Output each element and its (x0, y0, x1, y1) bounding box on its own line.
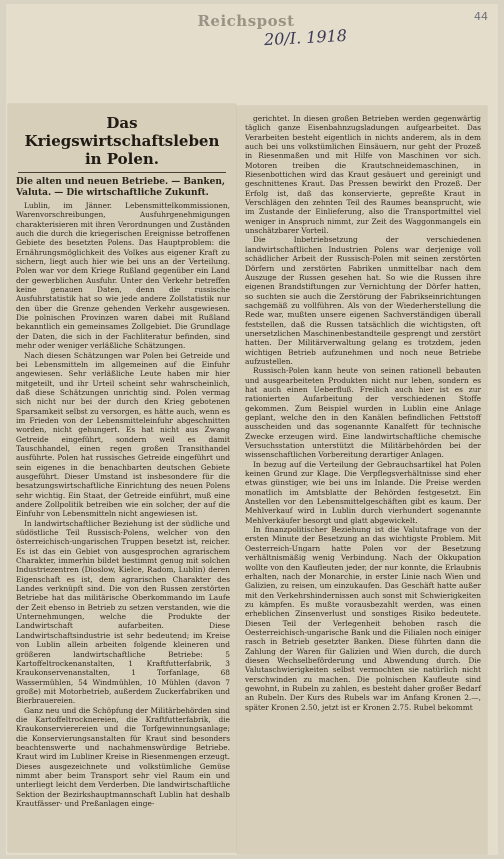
right-column-text (245, 114, 481, 712)
article-paragraph: Ganz neu und die Schöpfung der Militärbehörden sind die Kartoffeltrocknereien, die Kraftfutterfabrik, die Kraukonservierereien und die Torfgewinnungsanlage; die Konservierungsanstalten für Kraut sind besonders beachtenswerte und nachahmenswürdige Betriebe. Kraut wird im Lubliner Kreise in Riesenmengen erzeugt. Dieses ausgezeichnete und volkstümliche Gemüse nimmt aber beim Transport sehr viel Raum ein und unterliegt leicht dem Verderben. Die landwirtschaftliche Sektion der Bezirkshauptmannschaft Lublin hat deshalb Krautfässer- und Preßanlagen einge- (16, 705, 230, 808)
handwritten-date: 20/I. 1918 (263, 25, 348, 50)
article-paragraph: Die Inbetriebsetzung der verschiedenen landwirtschaftlichen Industrien Polens war derjenige voll schädlicher Arbeit der Russisch-Polen mit seinen zerstörten Dörfern und zerstörten Fabriken unmittelbar nach dem Auszuge der Russen gesehen hat. So wie die Russen ihre eigenen Brandstiftungen zur Vernichtung der Dörfer hatten, so suchten sie auch die Zerstörung der Fabrikseinrichtungen sachgemäß zu vollführen. Als von der Wiederherstellung die Rede war, mußten unsere eigenen Sachverständigen überall feststellen, daß die Russen tatsächlich die wichtigsten, oft unersetzlichen Maschinenbestandteile gesprengt und zerstört hatten. Der Militärverwaltung gelang es trotzdem, jeden wichtigen Betrieb aufzunehmen und noch neue Betriebe aufzustellen. (245, 235, 481, 366)
article-paragraph: gerichtet. In diesen großen Betrieben werden gegenwärtig täglich ganze Eisenbahnzugsladungen aufgearbeitet. Das Verarbeiten besteht eigentlich in nichts anderem, als in dem auch bei uns volkstümlichen Einsäuern, nur geht der Prozeß in Riesenmaßen und mit Hilfe von Maschinen vor sich. Motoren treiben die Krautschneidemaschinen, in Riesenbottichen wird das Kraut gesäuert und gereinigt und geschnittenes Kraut. Das Pressen bewirkt den Prozeß. Der Erfolg ist, daß das konservierte, gepreßte Kraut in Verschlägen den zehnten Teil des Raumes beansprucht, wie im Zustande der Einlieferung, also die Transportmittel viel weniger in Anspruch nimmt, zur Zeit des Waggonmangels ein unschätzbarer Vorteil. (245, 114, 481, 236)
article-paragraph: In landwirtschaftlicher Beziehung ist der südliche und südöstliche Teil Russisch-Polens, welcher von den österreichisch-ungarischen Truppen besetzt ist, reicher. Es ist das ein Gebiet von ausgesprochen agrarischem Charakter, immerhin bildet bestimmt genug mit solchen Industriezentren (Dioslow, Kielce, Radom, Lublin) deren Eigenschaft es ist, dem agrarischen Charakter des Landes verknüpft sind. Die von den Russen zerstörten Betriebe hat das militärische Oberkommando im Laufe der Zeit ebenso in Betrieb zu setzen verstanden, wie die Unternehmungen, welche die Produkte der Landwirtschaft aufarbeiten. Diese Landwirtschaftsindustrie ist sehr bedeutend; im Kreise von Lublin allein arbeiten folgende kleineren und größeren landwirtschaftliche Betriebe: 5 Kartoffeltrockenanstalten, 1 Kraftfutterfabrik, 3 Kraukonservenanstalten, 1 Torfanlage, 68 Wassermühlen, 54 Windmühlen, 10 Mühlen (davon 7 große) mit Motorbetrieb, außerdem Zuckerfabriken und Bierbrauereien. (16, 518, 230, 706)
article-headline: Das Kriegswirtschaftsleben in Polen. (24, 114, 220, 168)
clipping-left-column (8, 104, 236, 852)
headline-rule (18, 172, 226, 173)
article-subheadline: Die alten und neuen Betriebe. — Banken, Valuta. — Die wirtschaftliche Zukunft. (16, 177, 226, 198)
article-paragraph: Nach diesen Schätzungen war Polen bei Getreide und bei Lebensmitteln im allgemeinen auf die Einfuhr angewiesen. Sehr verläßliche Leute haben mir hier mitgeteilt, und ihr Urteil scheint sehr wahrscheinlich, daß diese Schätzungen unrichtig sind. Polen vermag sich nicht nur bei der durch den Krieg gebotenen Sparsamkeit selbst zu versorgen, es hätte auch, wenn es im Frieden von der Lebensmitteleinfuhr abgeschnitten worden, nicht gehungert. Es hat nicht aus Zwang Getreide eingeführt, sondern weil es damit Tauschhandel, einen regen großen Transithandel ausführte. Polen hat russisches Getreide eingeführt und sein eigenes in die benachbarten deutschen Gebiete ausgeführt. Dieser Umstand ist insbesondere für die besatzungswirtschaftliche Einrichtung des neuen Polens sehr wichtig. Ein Staat, der Getreide einführt, muß eine andere Zollpolitik betreiben wie ein solcher, der auf die Einfuhr von Lebensmitteln nicht angewiesen ist. (16, 350, 230, 519)
article-paragraph: In finanzpolitischer Beziehung ist die Valutafrage von der ersten Minute der Besetzung an das wichtigste Problem. Mit Oesterreich-Ungarn hatte Polen vor der Besetzung verhältnismäßig wenig Verbindung. Nach der Okkupation wollte von den Kaufleuten jeder, der nur konnte, die Erlaubnis erhalten, nach der Monarchie, in erster Linie nach Wien und Galizien, zu reisen, um einzukaufen. Das Geschäft hatte außer mit den Verkehrshindernissen auch sonst mit Schwierigkeiten zu kämpfen. Es mußte vorausbezahlt werden, was einen erheblichen Zinsenverlust und sonstiges Risiko bedeutete. Diesen Teil der Verlegenheit behoben rasch die Oesterreichisch-ungarische Bank und die Filialen noch einiger rasch in Betrieb gesetzter Banken. Diese führten dann die Zahlung der Waren für Galizien und Wien durch, die durch diesen Wechselbeförderung und Abwendung durch. Die Valutaschwierigkeiten selbst vermochten sie natürlich nicht verschwinden zu machen. Die polnischen Kaufleute sind gewohnt, in Rubeln zu zahlen, es besteht daher großer Bedarf an Rubeln. Der Kurs des Rubels war im Anfang Kronen 2.—, später Kronen 2.50, jetzt ist er Kronen 2.75. Rubel bekommt (245, 525, 481, 712)
clipping-right-column (237, 106, 487, 854)
page-number: 44 (474, 10, 488, 23)
article-paragraph: In bezug auf die Verteilung der Gebrauchsartikel hat Polen keinen Grund zur Klage. Die Verpflegsverhältnisse sind eher etwas günstiger, wie bei uns im Inlande. Die Preise werden monatlich im Amtsblatte der Behörden festgesetzt. Ein Anstellen vor den Lebensmittelgeschäften gibt es kaum. Der Mehlverkauf wird in Lublin durch vierhundert sogenannte Mehlverkäufer besorgt und glatt abgewickelt. (245, 459, 481, 525)
article-paragraph: Lublin, im Jänner. Lebensmittelkommissionen, Warenvorschreibungen, Ausfuhrgenehmigungen charakterisieren mit ihren Verordnungen und Zuständen auch die durch die kriegerischen Ereignisse betroffenen Gebiete des besetzten Polens. Das Hauptproblem: die Ernährungsmöglichkeit des Volkes aus eigener Kraft zu sichern, liegt auch hier wie bei uns an der Verteilung. Polen war vor dem Kriege Rußland gegenüber ein Land der gewerblichen Ausfuhr. Unter den Verkehr betreffen keine genauen Daten, denn die russische Ausfuhrstatistik hat so wie jede andere Zollstatistik nur den über die Grenze gehenden Verkehr ausgewiesen. Die polnischen Provinzen waren dabei mit Rußland bekanntlich ein gemeinsames Zollgebiet. Die Grundlage der Daten, die sich in der Fachliteratur befinden, sind mehr oder weniger verläßliche Schätzungen. (16, 201, 230, 351)
article-paragraph: Russisch-Polen kann heute von seinen rationell bebauten und ausgearbeiteten Produkten nicht nur leben, sondern es hat auch einen Ueberfluß. Freilich auch hier ist es zur rationierten Aufarbeitung der verschiedenen Stoffe gekommen. Zum Beispiel wurden in Lublin eine Anlage geplant, welche den in den Kanälen befindlichen Fettstoff ausscheiden und das sogenannte Kanalfett für technische Zwecke erzeugen wird. Eine landwirtschaftliche chemische Versuchsstation unterstützt die Militärbehörden bei der wissenschaftlichen Vorbereitung derartiger Anlagen. (245, 366, 481, 460)
newspaper-masthead: Reichspost (197, 12, 295, 30)
left-column-text (16, 201, 230, 808)
